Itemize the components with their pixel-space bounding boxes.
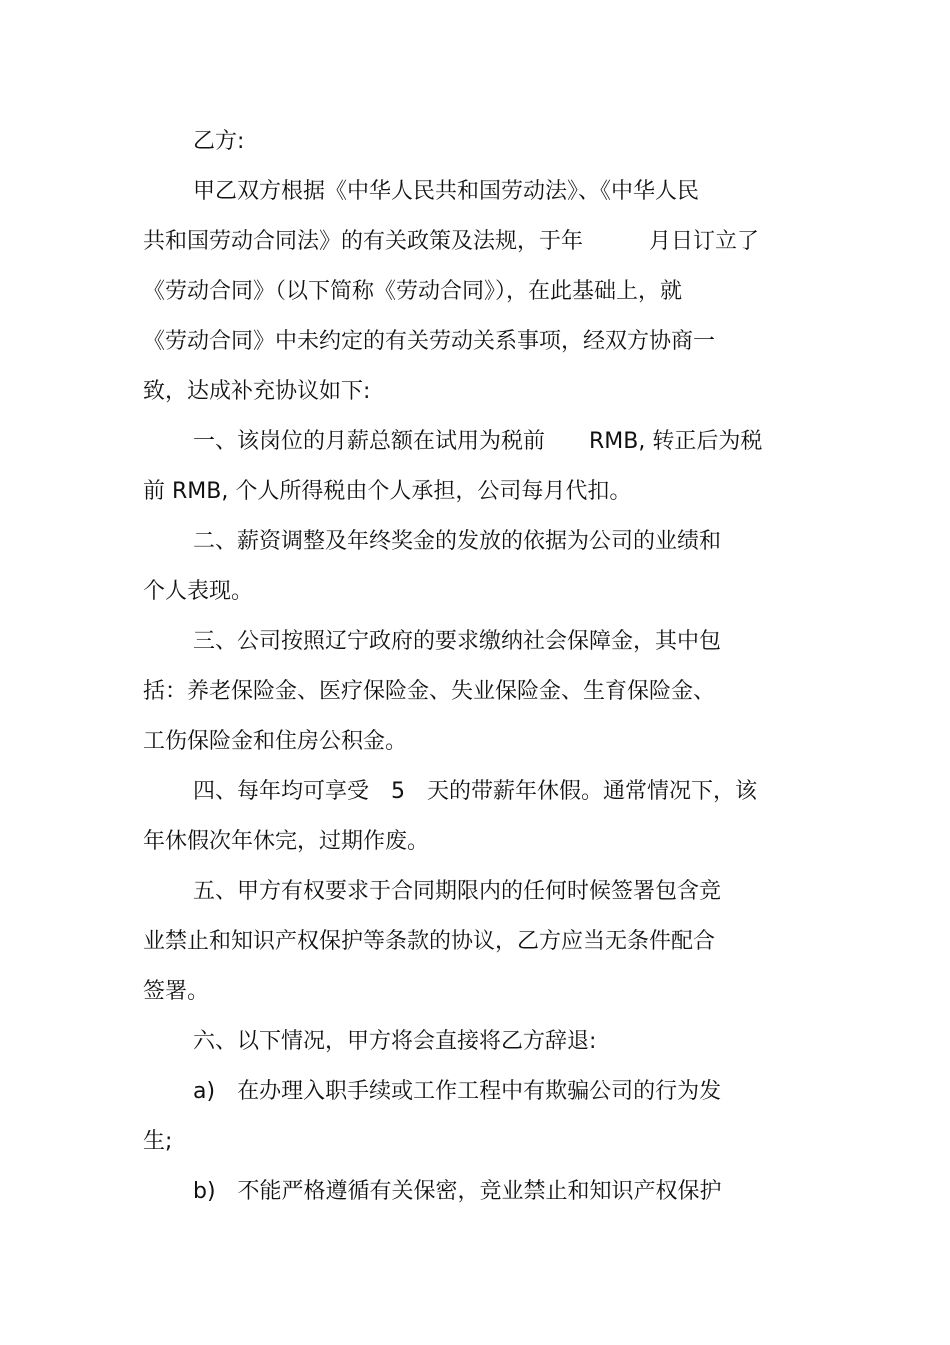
clause-3-line: 工伤保险金和住房公积金。 bbox=[143, 729, 408, 754]
paragraph-line: 共和国劳动合同法》的有关政策及法规，于年 月日订立了 bbox=[143, 229, 760, 254]
clause-3-line: 括：养老保险金、医疗保险金、失业保险金、生育保险金、 bbox=[143, 679, 716, 704]
clause-1-line: 一、该岗位的月薪总额在试用为税前 RMB, 转正后为税 bbox=[193, 429, 763, 454]
clause-6-line: 六、以下情况，甲方将会直接将乙方辞退: bbox=[193, 1029, 597, 1054]
clause-4-line: 年休假次年休完，过期作废。 bbox=[143, 829, 430, 854]
paragraph-line: 甲乙双方根据《中华人民共和国劳动法》、《中华人民 bbox=[193, 179, 700, 204]
paragraph-line: 《劳动合同》中未约定的有关劳动关系事项，经双方协商一 bbox=[143, 329, 716, 354]
clause-6a-line: a) 在办理入职手续或工作工程中有欺骗公司的行为发 bbox=[193, 1079, 722, 1104]
clause-2-line: 个人表现。 bbox=[143, 579, 254, 604]
clause-1-line: 前 RMB, 个人所得税由个人承担，公司每月代扣。 bbox=[143, 479, 632, 504]
paragraph-line: 致，达成补充协议如下: bbox=[143, 379, 371, 404]
clause-6a-line: 生; bbox=[143, 1129, 173, 1154]
clause-5-line: 五、甲方有权要求于合同期限内的任何时候签署包含竞 bbox=[193, 879, 722, 904]
clause-5-line: 业禁止和知识产权保护等条款的协议，乙方应当无条件配合 bbox=[143, 929, 716, 954]
clause-4-line: 四、每年均可享受 5 天的带薪年休假。通常情况下，该 bbox=[193, 779, 757, 804]
clause-5-line: 签署。 bbox=[143, 979, 210, 1004]
clause-2-line: 二、薪资调整及年终奖金的发放的依据为公司的业绩和 bbox=[193, 529, 722, 554]
clause-6b-line: b) 不能严格遵循有关保密，竞业禁止和知识产权保护 bbox=[193, 1179, 722, 1204]
paragraph-line: 《劳动合同》（以下简称《劳动合同》），在此基础上，就 bbox=[143, 279, 683, 304]
party-b-label: 乙方: bbox=[193, 129, 245, 154]
clause-3-line: 三、公司按照辽宁政府的要求缴纳社会保障金，其中包 bbox=[193, 629, 722, 654]
